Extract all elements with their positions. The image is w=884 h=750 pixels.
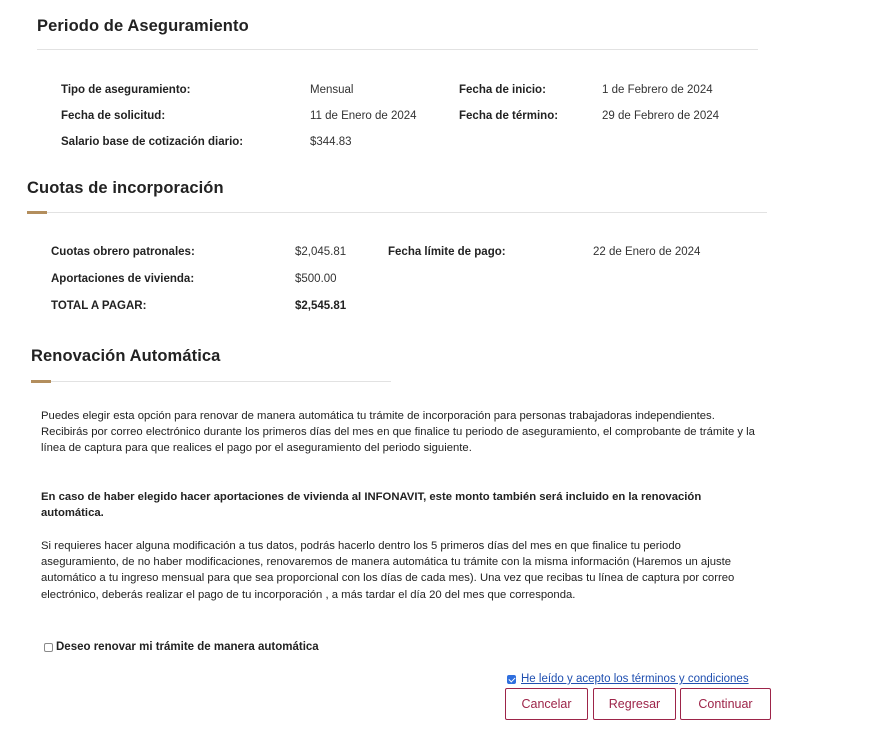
renovacion-description: Puedes elegir esta opción para renovar de manera automática tu trámite de incorporación para personas trabajadoras independientes. Recibirás por correo electrónico durante los primeros días del mes en que finalice tu periodo de aseguramiento, el comprobante de trámite y la línea de captura para que realices el pago por el aseguramiento del periodo siguiente. xyxy=(41,410,755,455)
section-title-renovacion: Renovación Automática xyxy=(31,347,221,365)
tipo-aseguramiento-label: Tipo de aseguramiento: xyxy=(61,84,191,96)
accent-bar-renovacion xyxy=(31,380,51,383)
back-button[interactable]: Regresar xyxy=(593,688,676,720)
renovacion-infonavit-note: En caso de haber elegido hacer aportaciones de vivienda al INFONAVIT, este monto también será incluido en la renovación automática. xyxy=(41,491,702,520)
fecha-limite-label: Fecha límite de pago: xyxy=(388,246,506,258)
fecha-solicitud-value: 11 de Enero de 2024 xyxy=(310,110,417,122)
salario-base-value: $344.83 xyxy=(310,136,352,148)
aportaciones-vivienda-label: Aportaciones de vivienda: xyxy=(51,273,195,285)
divider-cuotas xyxy=(27,212,767,213)
renovar-checkbox[interactable] xyxy=(44,643,53,652)
tipo-aseguramiento-value: Mensual xyxy=(310,84,354,96)
fecha-inicio-value: 1 de Febrero de 2024 xyxy=(602,84,713,96)
cancel-button[interactable]: Cancelar xyxy=(505,688,588,720)
accent-bar-cuotas xyxy=(27,211,47,214)
cuotas-obrero-label: Cuotas obrero patronales: xyxy=(51,246,195,258)
fecha-inicio-label: Fecha de inicio: xyxy=(459,84,546,96)
total-pagar-value: $2,545.81 xyxy=(295,300,347,312)
fecha-termino-value: 29 de Febrero de 2024 xyxy=(602,110,720,122)
renovacion-modification-note: Si requieres hacer alguna modificación a tus datos, podrás hacerlo dentro los 5 primeros días del mes en que finalice tu periodo aseguramiento, de no haber modificaciones, renovaremos de manera automática tu trámite con la misma información (Haremos un ajuste automático a tu ingreso mensual para que sea proporcional con los días de cada mes). Una vez que recibas tu línea de captura por correo electrónico, deberás realizar el pago de tu incorporación , a más tardar el día 20 del mes que corresponda. xyxy=(41,540,735,601)
fecha-limite-value: 22 de Enero de 2024 xyxy=(593,246,701,258)
terms-link[interactable]: He leído y acepto los términos y condiciones xyxy=(521,673,749,685)
fecha-termino-label: Fecha de término: xyxy=(459,110,559,122)
terms-checkbox[interactable] xyxy=(507,675,516,684)
section-title-periodo: Periodo de Aseguramiento xyxy=(37,17,249,35)
divider-periodo xyxy=(37,49,758,50)
aportaciones-vivienda-value: $500.00 xyxy=(295,273,337,285)
renovar-checkbox-label[interactable]: Deseo renovar mi trámite de manera automática xyxy=(56,641,319,653)
cuotas-obrero-value: $2,045.81 xyxy=(295,246,347,258)
continue-button[interactable]: Continuar xyxy=(680,688,771,720)
terms-checkbox-row[interactable] xyxy=(507,673,749,685)
renovar-checkbox-row[interactable] xyxy=(44,641,319,653)
total-pagar-label: TOTAL A PAGAR: xyxy=(51,300,147,312)
salario-base-label: Salario base de cotización diario: xyxy=(61,136,244,148)
divider-renovacion xyxy=(31,381,391,382)
fecha-solicitud-label: Fecha de solicitud: xyxy=(61,110,166,122)
section-title-cuotas: Cuotas de incorporación xyxy=(27,179,224,197)
